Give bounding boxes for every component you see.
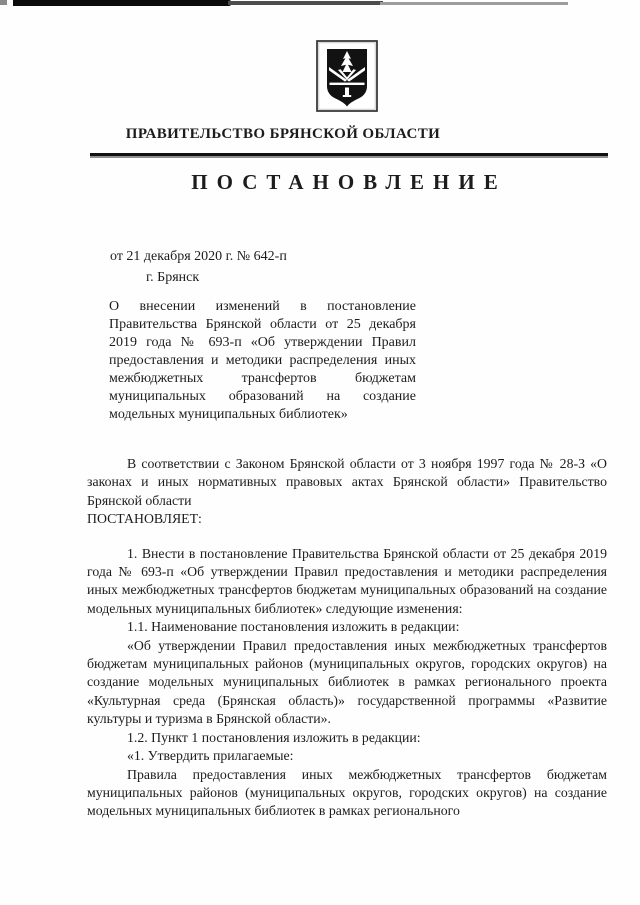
date-number-block — [110, 246, 640, 288]
preamble-paragraph: В соответствии с Законом Брянской области от 3 ноября 1997 года № 28-З «О законах и иных нормативных правовых актах Брянской области» Правительство Брянской области — [87, 456, 607, 508]
paragraph-approve: «1. Утвердить прилагаемые: — [127, 748, 294, 764]
date-number-line: от 21 декабря 2020 г. № 642-п — [110, 249, 287, 264]
scan-artifact-bar-light — [380, 2, 568, 5]
paragraph-rules: Правила предоставления иных межбюджетных трансфертов бюджетам муниципальных районов (муниципальных округов, городских округов) на создание модельных муниципальных библиотек в рамках регионального — [87, 766, 607, 819]
document-body — [87, 455, 607, 821]
paragraph-new-title: «Об утверждении Правил предоставления иных межбюджетных трансфертов бюджетам муниципальных районов (муниципальных округов, городских округов) на создание модельных муниципальных библиотек в рамках регионального проекта «Культурная среда (Брянская область)» государственной программы «Развитие культуры и туризма в Брянской области». — [87, 637, 607, 727]
paragraph-1-2: 1.2. Пункт 1 постановления изложить в редакции: — [127, 729, 421, 745]
scan-artifact-bar-black — [13, 0, 231, 6]
paragraph-1-1: 1.1. Наименование постановления изложить в редакции: — [127, 619, 460, 635]
bryansk-coat-of-arms-icon — [316, 40, 378, 112]
city-line: г. Брянск — [146, 270, 200, 285]
paragraph-1: 1. Внести в постановление Правительства Брянской области от 25 декабря 2019 года № 693-п «Об утверждении Правил предоставления и методики распределения иных межбюджетных трансфертов бюджетам муниципальных образований на создание модельных муниципальных библиотек» следующие изменения: — [87, 545, 607, 616]
resolves-line: ПОСТАНОВЛЯЕТ: — [87, 511, 202, 527]
subject-paragraph: О внесении изменений в постановление Правительства Брянской области от 25 декабря 2019 года № 693-п «Об утверждении Правил предоставления и методики распределения иных межбюджетных трансфертов бюджетам муниципальных образований на создание модельных муниципальных библиотек» — [109, 299, 416, 422]
scan-artifact-bar-dark — [228, 1, 383, 5]
header-divider — [90, 153, 608, 158]
document-type-title: ПОСТАНОВЛЕНИЕ — [191, 170, 507, 194]
organization-name: ПРАВИТЕЛЬСТВО БРЯНСКОЙ ОБЛАСТИ — [125, 126, 441, 142]
coat-of-arms — [316, 40, 378, 112]
scan-artifact-corner — [0, 0, 7, 5]
